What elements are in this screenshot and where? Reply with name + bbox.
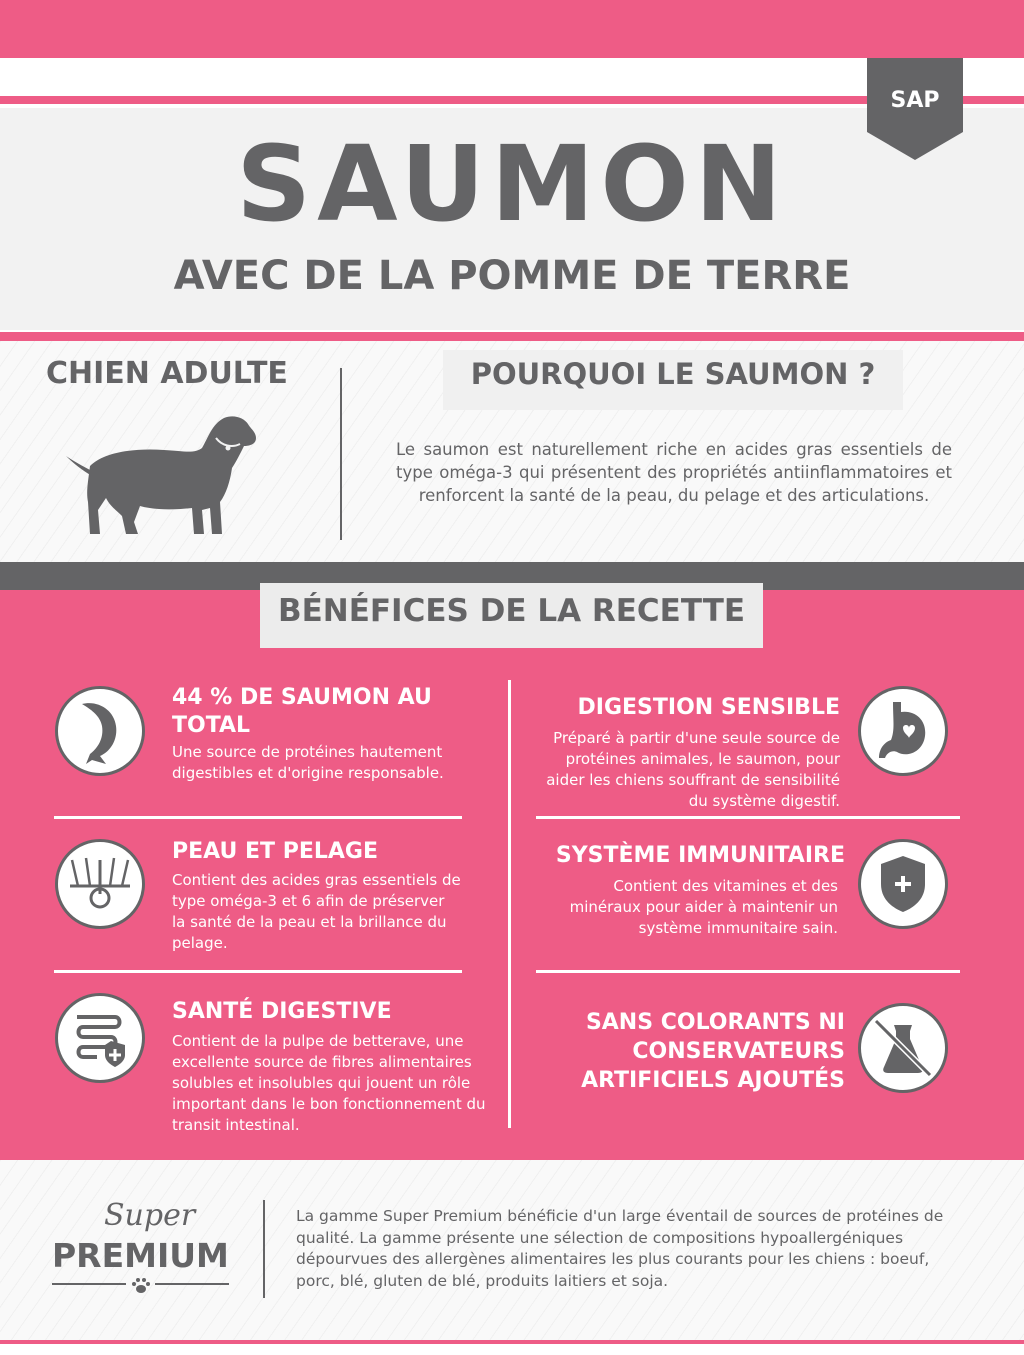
salmon-icon [55, 686, 145, 776]
benefit-title: 44 % DE SAUMON AU TOTAL [172, 685, 432, 738]
benefit-text: Préparé à partir d'une seule source de protéines animales, le saumon, pour aider les chiens souffrant de sensibilité du système digestif. [546, 729, 840, 810]
footer-pink-line [0, 1340, 1024, 1344]
benefit-title: DIGESTION SENSIBLE [577, 695, 840, 720]
why-text: Le saumon est naturellement riche en acides gras essentiels de type oméga-3 qui présentent des propriétés antiinflammatoires et renforcent la santé de la peau, du pelage et des articulations. [396, 440, 952, 505]
benefits-center-divider [508, 680, 511, 1128]
footer-text: La gamme Super Premium bénéficie d'un large éventail de sources de protéines de qualité. La gamme présente une sélection de compositions hypoallergéniques dépourvues des allergènes alimentaires les plus courants pour les chiens : boeuf, porc, blé, gluten de blé, produits laitiers et soja. [296, 1207, 944, 1290]
benefit-title: SANTÉ DIGESTIVE [172, 999, 392, 1024]
logo-line [155, 1283, 229, 1285]
benefit-text: Contient de la pulpe de betterave, une excellente source de fibres alimentaires solubles et insolubles qui jouent un rôle important dans le bon fonctionnement du transit intestinal. [172, 1032, 486, 1134]
dog-icon [64, 410, 274, 540]
benefit-divider [54, 970, 462, 973]
super-label: Super [104, 1198, 196, 1233]
shield-plus-icon [858, 839, 948, 929]
premium-label: PREMIUM [52, 1236, 229, 1275]
stomach-heart-icon [858, 686, 948, 776]
page-subtitle: AVEC DE LA POMME DE TERRE [173, 253, 851, 299]
hair-follicle-icon [55, 839, 145, 929]
page-title: SAUMON [236, 123, 788, 245]
benefit-title: SANS COLORANTS NI CONSERVATEURS ARTIFICIELS AJOUTÉS [581, 1010, 845, 1093]
section-divider [340, 368, 342, 540]
adult-label: CHIEN ADULTE [46, 356, 288, 391]
why-title: POURQUOI LE SAUMON ? [470, 357, 876, 391]
logo-line [52, 1283, 126, 1285]
benefit-divider [54, 816, 462, 819]
benefit-title: SYSTÈME IMMUNITAIRE [555, 843, 845, 868]
footer-divider [263, 1200, 265, 1298]
sap-badge-label: SAP [890, 88, 940, 113]
benefit-title: PEAU ET PELAGE [172, 839, 379, 864]
benefit-divider [536, 816, 960, 819]
pink-line [0, 332, 1024, 341]
benefit-divider [536, 970, 960, 973]
benefits-title: BÉNÉFICES DE LA RECETTE [277, 593, 746, 629]
intestine-icon [55, 993, 145, 1083]
paw-icon [131, 1276, 151, 1294]
benefit-text: Une source de protéines hautement digestibles et d'origine responsable. [172, 743, 444, 782]
benefit-text: Contient des vitamines et des minéraux pour aider à maintenir un système immunitaire sain. [569, 877, 838, 937]
no-flask-icon [858, 1003, 948, 1093]
benefit-text: Contient des acides gras essentiels de type oméga-3 et 6 afin de préserver la santé de la peau et la brillance du pelage. [172, 871, 461, 952]
top-band [0, 0, 1024, 58]
